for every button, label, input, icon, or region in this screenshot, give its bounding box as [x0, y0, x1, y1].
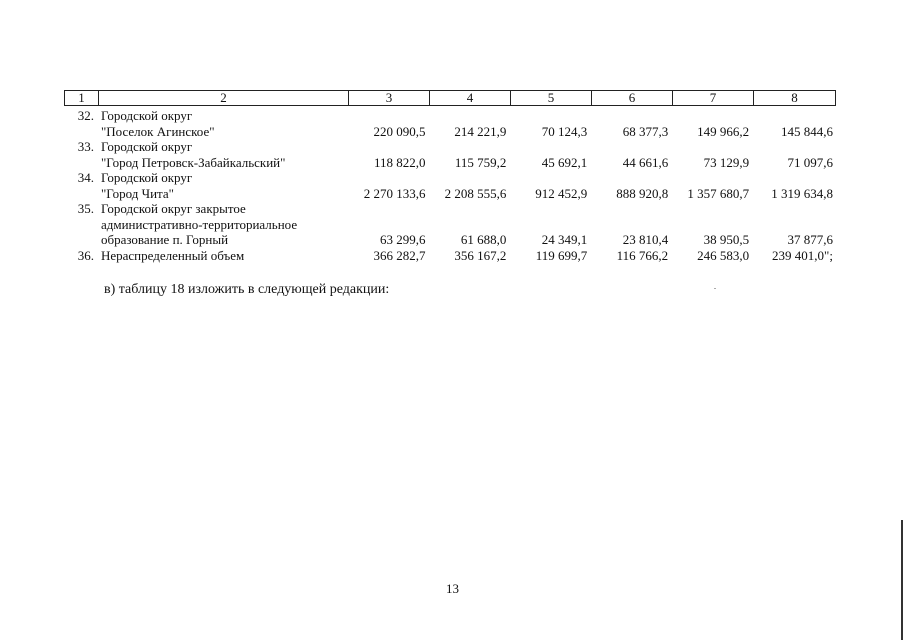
header-cell-2: 2 — [99, 91, 349, 105]
value-cell-col-8 — [752, 248, 836, 264]
value-cell-col-7 — [671, 248, 752, 264]
name-line: образование п. Горный — [100, 232, 229, 247]
header-cell-8: 8 — [791, 90, 798, 105]
name-line: Нераспределенный объем — [100, 247, 245, 263]
row-number: 32. — [77, 108, 94, 123]
value-text: 70 124,3 — [541, 123, 588, 139]
municipality-name — [98, 248, 348, 264]
value-cell-col-5 — [509, 108, 590, 139]
municipality-name — [98, 139, 348, 170]
municipality-name — [98, 108, 348, 139]
name-line: "Город Чита" — [100, 185, 174, 201]
value-text: 1 357 680,7 — [687, 185, 750, 201]
table-row — [64, 139, 836, 170]
value-text: 366 282,7 — [373, 247, 426, 263]
row-number: 34. — [77, 170, 94, 185]
header-cell-3: 3 — [349, 91, 430, 105]
value-text: 356 167,2 — [454, 247, 507, 263]
value-cell-col-8 — [752, 139, 836, 170]
value-cell-col-4 — [429, 139, 510, 170]
value-text: 246 583,0 — [697, 247, 750, 263]
name-line: "Поселок Агинское" — [100, 123, 215, 139]
table-row — [64, 248, 836, 264]
name-line: "Город Петровск-Забайкальский" — [100, 154, 286, 170]
value-text: 2 270 133,6 — [363, 185, 426, 201]
value-cell-col-6 — [590, 139, 671, 170]
value-text: 149 966,2 — [697, 123, 750, 139]
row-number: 33. — [77, 139, 94, 154]
value-cell-col-3 — [348, 201, 429, 248]
value-text: 23 810,4 — [622, 232, 669, 247]
value-text: 116 766,2 — [616, 247, 669, 263]
scan-edge-mark — [901, 520, 903, 640]
value-cell-col-6 — [590, 248, 671, 264]
municipality-name — [98, 170, 348, 201]
value-cell-col-5 — [509, 139, 590, 170]
value-cell-col-4 — [429, 108, 510, 139]
instruction-text: в) таблицу 18 изложить в следующей редакции: — [104, 282, 390, 297]
value-text: 118 822,0 — [373, 154, 426, 170]
value-text: 71 097,6 — [787, 154, 833, 170]
name-line: административно-территориальное — [100, 216, 298, 232]
value-cell-col-6 — [590, 201, 671, 248]
value-cell-col-5 — [509, 170, 590, 201]
data-table — [64, 108, 836, 263]
value-cell-col-6 — [590, 108, 671, 139]
value-text: 45 692,1 — [541, 154, 588, 170]
value-text: 38 950,5 — [703, 232, 750, 247]
value-cell-col-5 — [509, 248, 590, 264]
value-text: 68 377,3 — [622, 123, 669, 139]
header-cell-6: 6 — [592, 91, 673, 105]
row-number: 36. — [77, 247, 94, 263]
value-cell-col-8 — [752, 170, 836, 201]
value-cell-col-5 — [509, 201, 590, 248]
table-row — [64, 108, 836, 139]
column-number-header — [64, 90, 836, 106]
scan-speck — [714, 288, 716, 289]
value-text: 115 759,2 — [454, 154, 507, 170]
value-cell-col-7 — [671, 170, 752, 201]
header-cell-1: 1 — [65, 91, 99, 105]
value-text: 145 844,6 — [780, 123, 833, 139]
name-line: Городской округ — [100, 139, 193, 154]
value-text: 73 129,9 — [703, 154, 750, 170]
name-line: Городской округ — [100, 170, 193, 185]
value-cell-col-4 — [429, 170, 510, 201]
value-cell-col-3 — [348, 108, 429, 139]
value-cell-col-3 — [348, 248, 429, 264]
value-text: 119 699,7 — [535, 247, 588, 263]
value-text: 24 349,1 — [541, 232, 588, 247]
value-text: 2 208 555,6 — [444, 185, 507, 201]
header-cell-4: 4 — [430, 91, 511, 105]
page-number: 13 — [446, 581, 459, 596]
value-text: 44 661,6 — [622, 154, 669, 170]
value-text: 61 688,0 — [460, 232, 507, 247]
value-cell-col-6 — [590, 170, 671, 201]
value-text: 888 920,8 — [616, 185, 669, 201]
value-text: 239 401,0"; — [772, 247, 833, 263]
header-cell-5: 5 — [511, 91, 592, 105]
name-line: Городской округ — [100, 108, 193, 123]
value-cell-col-4 — [429, 201, 510, 248]
value-cell-col-3 — [348, 170, 429, 201]
value-text: 63 299,6 — [380, 232, 426, 247]
name-line: Городской округ закрытое — [100, 201, 246, 216]
value-cell-col-7 — [671, 139, 752, 170]
value-cell-col-8 — [752, 108, 836, 139]
value-text: 1 319 634,8 — [771, 185, 833, 201]
value-cell-col-3 — [348, 139, 429, 170]
table-row — [64, 201, 836, 248]
value-text: 220 090,5 — [373, 123, 426, 139]
value-cell-col-7 — [671, 201, 752, 248]
table-row — [64, 170, 836, 201]
row-number: 35. — [77, 201, 94, 216]
value-text: 912 452,9 — [535, 185, 588, 201]
value-cell-col-8 — [752, 201, 836, 248]
municipality-name — [98, 201, 348, 248]
value-text: 214 221,9 — [454, 123, 507, 139]
value-cell-col-4 — [429, 248, 510, 264]
value-text: 37 877,6 — [787, 232, 833, 247]
value-cell-col-7 — [671, 108, 752, 139]
header-cell-7: 7 — [673, 91, 754, 105]
